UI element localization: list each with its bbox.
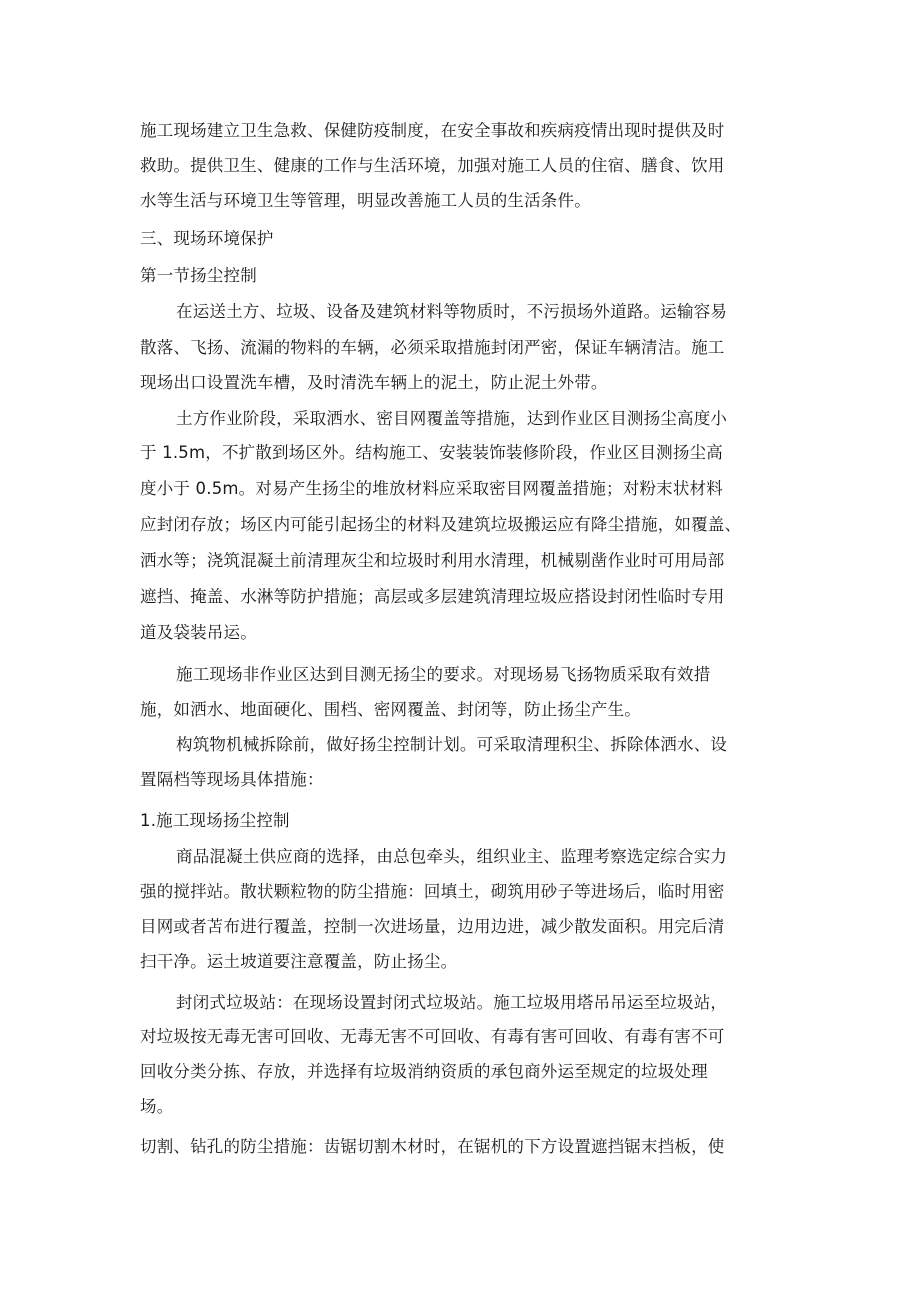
- text-line: 现场出口设置洗车槽，及时清洗车辆上的泥土，防止泥土外带。: [140, 373, 608, 392]
- text-line: 目网或者苫布进行覆盖，控制一次进场量，边用边进，减少散发面积。用完后清: [140, 917, 725, 936]
- text-line: 封闭式垃圾站：在现场设置封闭式垃圾站。施工垃圾用塔吊吊运至垃圾站，: [176, 993, 728, 1012]
- text-line: 回收分类分拣、存放，并选择有垃圾消纳资质的承包商外运至规定的垃圾处理: [140, 1062, 708, 1081]
- text-line: 在运送土方、垃圾、设备及建筑材料等物质时，不污损场外道路。运输容易: [176, 302, 728, 321]
- text-line: 遮挡、掩盖、水淋等防护措施；高层或多层建筑清理垃圾应搭设封闭性临时专用: [140, 587, 725, 606]
- section-heading: 三、现场环境保护: [140, 229, 274, 248]
- text-line: 应封闭存放；场区内可能引起扬尘的材料及建筑垃圾搬运应有降尘措施，如覆盖、: [140, 515, 742, 534]
- text-line: 对垃圾按无毒无害可回收、无毒无害不可回收、有毒有害可回收、有毒有害不可: [140, 1027, 725, 1046]
- text-line: 强的搅拌站。散状颗粒物的防尘措施：回填土，砌筑用砂子等进场后，临时用密: [140, 882, 725, 901]
- text-line: 水等生活与环境卫生等管理，明显改善施工人员的生活条件。: [140, 191, 591, 210]
- text-line: 救助。提供卫生、健康的工作与生活环境，加强对施工人员的住宿、膳食、饮用: [140, 156, 725, 175]
- subsection-heading: 第一节扬尘控制: [140, 266, 257, 285]
- text-line: 切割、钻孔的防尘措施：齿锯切割木材时，在锯机的下方设置遮挡锯末挡板，使: [140, 1137, 725, 1156]
- text-line: 置隔档等现场具体措施：: [140, 770, 324, 789]
- text-line: 构筑物机械拆除前，做好扬尘控制计划。可采取清理积尘、拆除体洒水、设: [176, 735, 728, 754]
- text-line: 洒水等；浇筑混凝土前清理灰尘和垃圾时利用水清理，机械剔凿作业时可用局部: [140, 551, 725, 570]
- text-line: 于 1.5m，不扩散到场区外。结构施工、安装装饰装修阶段，作业区目测扬尘高: [140, 443, 723, 462]
- text-line: 场。: [140, 1097, 174, 1116]
- text-line: 扫干净。运土坡道要注意覆盖，防止扬尘。: [140, 952, 458, 971]
- list-heading: 1.施工现场扬尘控制: [140, 811, 290, 830]
- text-line: 商品混凝土供应商的选择，由总包牵头，组织业主、监理考察选定综合实力: [176, 847, 728, 866]
- text-line: 散落、飞扬、流漏的物料的车辆，必须采取措施封闭严密，保证车辆清洁。施工: [140, 338, 725, 357]
- text-line: 施，如洒水、地面硬化、围档、密网覆盖、封闭等，防止扬尘产生。: [140, 700, 641, 719]
- text-line: 度小于 0.5m。对易产生扬尘的堆放材料应采取密目网覆盖措施；对粉末状材料: [140, 479, 723, 498]
- text-line: 施工现场非作业区达到目测无扬尘的要求。对现场易飞扬物质采取有效措: [176, 665, 711, 684]
- text-line: 土方作业阶段，采取洒水、密目网覆盖等措施，达到作业区目测扬尘高度小: [176, 409, 728, 428]
- text-line: 施工现场建立卫生急救、保健防疫制度，在安全事故和疾病疫情出现时提供及时: [140, 121, 725, 140]
- text-line: 道及袋装吊运。: [140, 623, 257, 642]
